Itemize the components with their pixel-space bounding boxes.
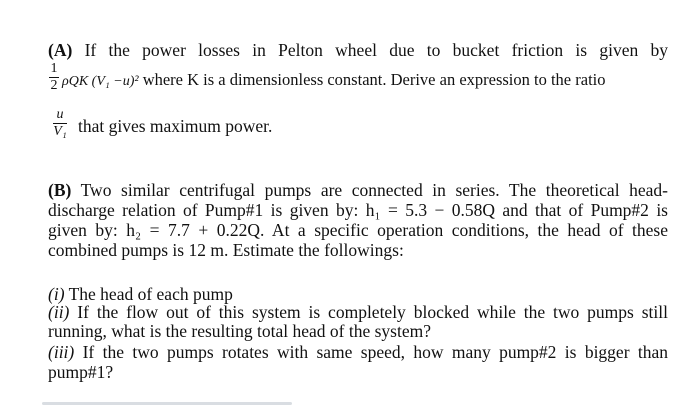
part-b-line-3: given by: h₂ = 7.7 + 0.22Q. At a specific operation conditions, the head of these bbox=[48, 220, 668, 240]
part-b-label: (B) bbox=[48, 180, 72, 200]
question-i bbox=[48, 284, 668, 304]
part-b-line-1 bbox=[48, 180, 668, 200]
horizontal-scrollbar[interactable] bbox=[42, 402, 292, 405]
question-iii-line-2: pump#1? bbox=[48, 362, 114, 382]
half-fraction bbox=[49, 62, 59, 93]
part-b-line-2: discharge relation of Pump#1 is given by: h₁ = 5.3 − 0.58Q and that of Pump#2 is bbox=[48, 200, 668, 220]
half-denominator: 2 bbox=[50, 78, 58, 93]
question-iii-num: (iii) bbox=[48, 342, 75, 362]
question-ii-num: (ii) bbox=[48, 302, 70, 322]
question-iii-text-1: If the two pumps rotates with same speed, how many pump#2 is bigger than bbox=[82, 342, 669, 362]
ratio-numerator: u bbox=[56, 107, 64, 122]
part-b-line-4: combined pumps is 12 m. Estimate the followings: bbox=[48, 240, 404, 260]
question-ii-line-2: running, what is the resulting total head of the system? bbox=[48, 321, 431, 341]
ratio-denominator: V₁ bbox=[53, 124, 67, 139]
part-a-text-1: If the power losses in Pelton wheel due to bucket friction is given by bbox=[84, 40, 668, 60]
part-a-line-3: that gives maximum power. bbox=[78, 116, 273, 136]
question-ii-line-1 bbox=[48, 302, 668, 322]
question-i-text: The head of each pump bbox=[68, 284, 233, 304]
part-a-line-2 bbox=[62, 70, 668, 92]
ratio-fraction bbox=[53, 108, 67, 139]
part-a-text-2: where K is a dimensionless constant. Derive an expression to the ratio bbox=[142, 70, 606, 89]
part-a-label: (A) bbox=[48, 40, 73, 60]
question-ii-text-1: If the flow out of this system is completely blocked while the two pumps still bbox=[77, 302, 669, 322]
part-a-line-1 bbox=[48, 40, 668, 60]
question-i-num: (i) bbox=[48, 284, 65, 304]
friction-formula: ρQK (V₁ −u)² bbox=[62, 74, 139, 89]
half-numerator: 1 bbox=[50, 61, 58, 76]
part-b-text-1: Two similar centrifugal pumps are connected in series. The theoretical head- bbox=[80, 180, 668, 200]
question-iii-line-1 bbox=[48, 342, 668, 362]
